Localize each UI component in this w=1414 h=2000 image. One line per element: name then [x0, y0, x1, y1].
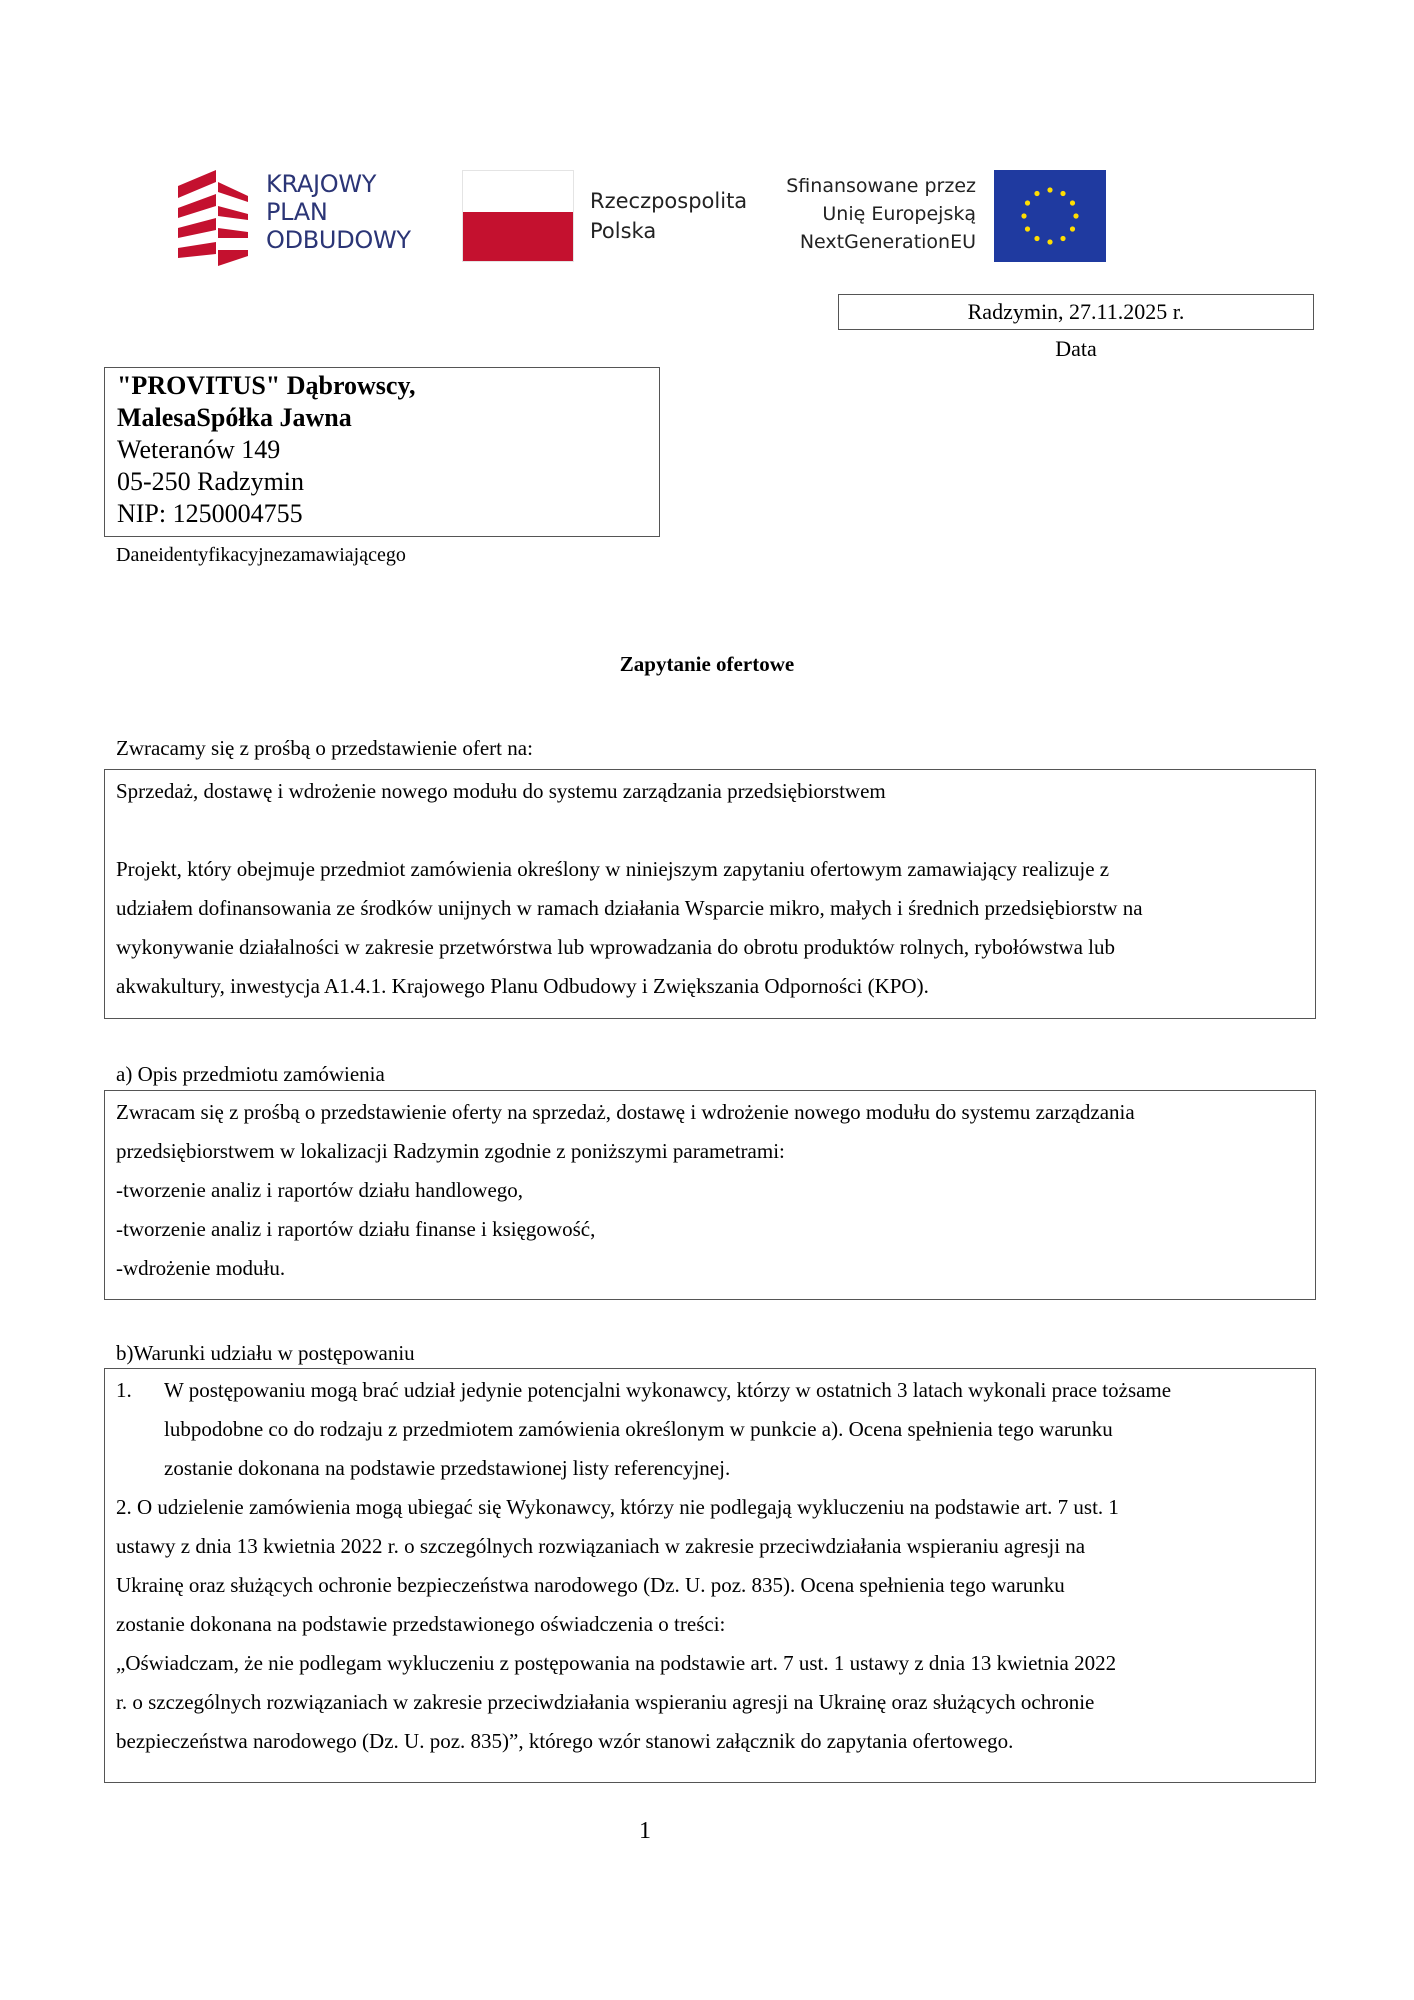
intro-text: Zwracamy się z prośbą o przedstawienie ofert na:: [116, 736, 533, 760]
rp-line: Rzeczpospolita: [590, 189, 748, 213]
condition-line: r. o szczególnych rozwiązaniach w zakresie przeciwdziałania wspieraniu agresji na Ukrainę oraz służących ochronie: [116, 1690, 1095, 1714]
eu-star-icon: [1047, 187, 1052, 192]
section-b-box: [104, 1368, 1316, 1783]
eu-star-icon: [1034, 236, 1039, 241]
subject-line: Sprzedaż, dostawę i wdrożenie nowego modułu do systemu zarządzania przedsiębiorstwem: [116, 779, 886, 803]
condition-line: lubpodobne co do rodzaju z przedmiotem zamówienia określonym w punkcie a). Ocena spełnienia tego warunku: [164, 1417, 1113, 1441]
project-line: akwakultury, inwestycja A1.4.1. Krajowego Planu Odbudowy i Zwiększania Odporności (KPO).: [116, 974, 929, 998]
subject-box: [104, 769, 1316, 1019]
polish-flag-icon: [462, 170, 574, 262]
contractor-name-cont: MalesaSpółka Jawna: [117, 403, 352, 432]
condition-line: W postępowaniu mogą brać udział jedynie potencjalni wykonawcy, którzy w ostatnich 3 latach wykonali prace tożsame: [164, 1378, 1172, 1402]
eu-star-icon: [1025, 226, 1030, 231]
condition-line: „Oświadczam, że nie podlegam wykluczeniu z postępowania na podstawie art. 7 ust. 1 ustawy z dnia 13 kwietnia 2022: [116, 1651, 1117, 1675]
contractor-caption: Daneidentyfikacyjnezamawiającego: [116, 544, 406, 566]
project-line: wykonywanie działalności w zakresie przetwórstwa lub wprowadzania do obrotu produktów rolnych, rybołówstwa lub: [116, 935, 1115, 959]
section-a-line: -wdrożenie modułu.: [116, 1256, 286, 1280]
section-a-line: przedsiębiorstwem w lokalizacji Radzymin zgodnie z poniższymi parametrami:: [116, 1139, 785, 1163]
rp-logo-text: [590, 186, 747, 246]
condition-item-1: [116, 1371, 1304, 1488]
section-a-line: Zwracam się z prośbą o przedstawienie oferty na sprzedaż, dostawę i wdrożenie nowego modułu do systemu zarządzania: [116, 1100, 1135, 1124]
eu-star-icon: [1047, 239, 1052, 244]
eu-star-icon: [1070, 226, 1075, 231]
eu-star-icon: [1060, 236, 1065, 241]
eu-line: Sfinansowane przez: [786, 175, 976, 197]
kpo-logo: [178, 168, 438, 268]
date-field: Radzymin, 27.11.2025 r.: [838, 294, 1314, 330]
eu-star-icon: [1025, 200, 1030, 205]
eu-star-icon: [1034, 191, 1039, 196]
kpo-line: ODBUDOWY: [266, 226, 411, 254]
condition-line: Ukrainę oraz służących ochronie bezpieczeństwa narodowego (Dz. U. poz. 835). Ocena spełnienia tego warunku: [116, 1573, 1065, 1597]
eu-logo-text: [786, 172, 976, 256]
eu-logo: [786, 168, 1106, 268]
condition-line: zostanie dokonana na podstawie przedstawionej listy referencyjnej.: [164, 1456, 731, 1480]
section-a-line: -tworzenie analiz i raportów działu handlowego,: [116, 1178, 524, 1202]
condition-line: bezpieczeństwa narodowego (Dz. U. poz. 835)”, którego wzór stanowi załącznik do zapytania ofertowego.: [116, 1729, 1014, 1753]
eu-star-icon: [1021, 213, 1026, 218]
contractor-nip: NIP: 1250004755: [117, 499, 303, 528]
date-label: Data: [1055, 336, 1097, 361]
kpo-logo-text: [266, 170, 411, 254]
eu-star-icon: [1060, 191, 1065, 196]
eu-flag-icon: [994, 170, 1106, 262]
contractor-name: "PROVITUS" Dąbrowscy,: [117, 371, 416, 400]
section-a-line: -tworzenie analiz i raportów działu finanse i księgowość,: [116, 1217, 596, 1241]
condition-line: 2. O udzielenie zamówienia mogą ubiegać się Wykonawcy, którzy nie podlegają wykluczeniu na podstawie art. 7 ust. 1: [116, 1495, 1119, 1519]
eu-star-icon: [1070, 200, 1075, 205]
section-a-label: a) Opis przedmiotu zamówienia: [116, 1062, 385, 1086]
contractor-street: Weteranów 149: [117, 435, 281, 464]
rp-logo: [462, 170, 762, 265]
section-a-box: [104, 1090, 1316, 1300]
page-number: 1: [639, 1818, 651, 1844]
project-line: Projekt, który obejmuje przedmiot zamówienia określony w niniejszym zapytaniu ofertowym zamawiający realizuje z: [116, 857, 1110, 881]
eu-star-icon: [1073, 213, 1078, 218]
contractor-box: [104, 367, 660, 537]
kpo-building-icon: [178, 168, 250, 268]
contractor-city: 05-250 Radzymin: [117, 467, 305, 496]
eu-line: NextGenerationEU: [799, 231, 976, 253]
condition-line: ustawy z dnia 13 kwietnia 2022 r. o szczególnych rozwiązaniach w zakresie przeciwdziałania wspieraniu agresji na: [116, 1534, 1086, 1558]
rp-line: Polska: [590, 219, 657, 243]
section-b-label: b)Warunki udziału w postępowaniu: [116, 1341, 415, 1365]
list-number: 1.: [116, 1378, 132, 1402]
kpo-line: KRAJOWY: [266, 170, 377, 198]
kpo-line: PLAN: [266, 198, 328, 226]
page-title: Zapytanie ofertowe: [619, 652, 795, 676]
condition-line: zostanie dokonana na podstawie przedstawionego oświadczenia o treści:: [116, 1612, 726, 1636]
project-line: udziałem dofinansowania ze środków unijnych w ramach działania Wsparcie mikro, małych i średnich przedsiębiorstw na: [116, 896, 1143, 920]
eu-line: Unię Europejską: [822, 203, 976, 225]
